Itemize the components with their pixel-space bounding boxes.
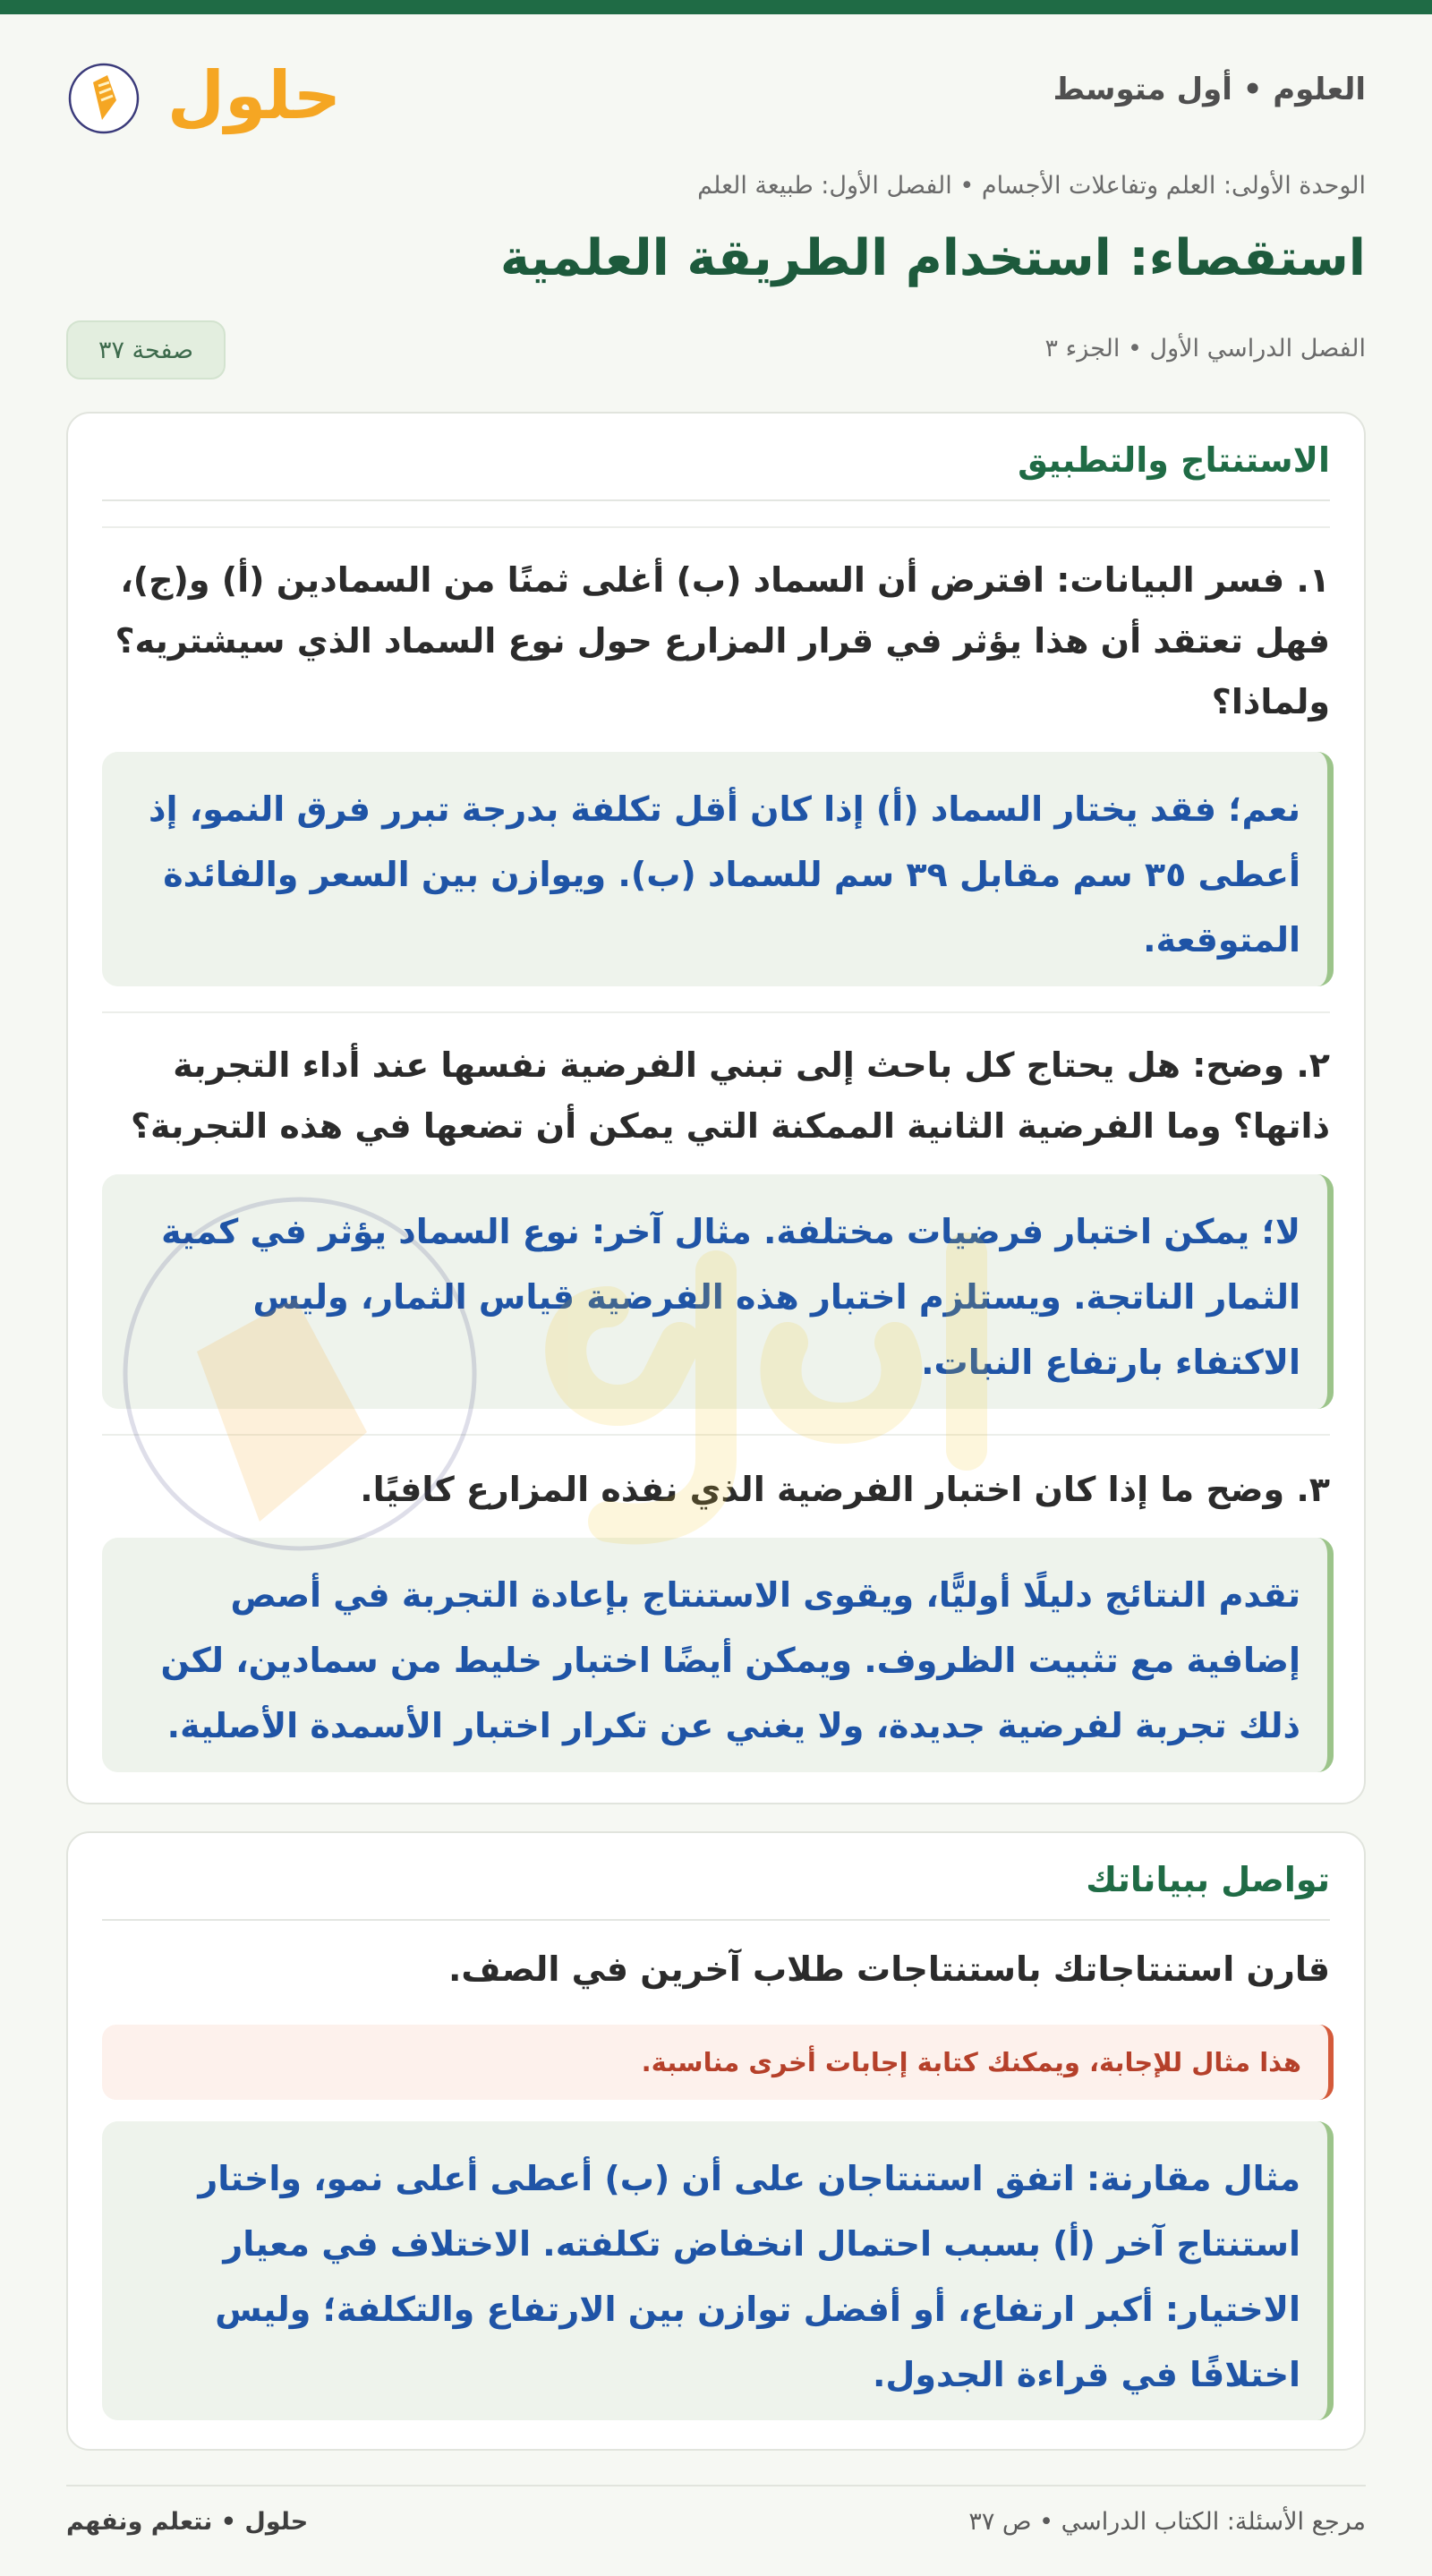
- hulul-logo: [66, 47, 342, 145]
- subject-label: العلوم • أول متوسط: [1053, 72, 1366, 107]
- section-title: الاستنتاج والتطبيق: [1018, 440, 1330, 480]
- page-title: استقصاء: استخدام الطريقة العلمية: [499, 229, 1366, 287]
- page-header: [66, 45, 1366, 152]
- item-divider: [102, 1011, 1330, 1013]
- breadcrumb: الوحدة الأولى: العلم وتفاعلات الأجسام • الفصل الأول: طبيعة العلم: [697, 172, 1366, 200]
- answer-2: لا؛ يمكن اختبار فرضيات مختلفة. مثال آخر: نوع السماد يؤثر في كمية الثمار الناتجة. ويستلزم اختبار هذه الفرضية قياس الثمار، وليس الاكتفاء بارتفاع النبات.: [102, 1174, 1334, 1409]
- question-3: ٣. وضح ما إذا كان اختبار الفرضية الذي نفذه المزارع كافيًا.: [360, 1470, 1330, 1509]
- conclusion-application-card: [66, 412, 1366, 1804]
- answer-3: تقدم النتائج دليلًا أوليًّا، ويقوى الاستنتاج بإعادة التجربة في أصص إضافية مع تثبيت الظروف. ويمكن أيضًا اختبار خليط من سمادين، لكن ذلك تجربة لفرضية جديدة، ولا يغني عن تكرار اختبار الأسمدة الأصلية.: [102, 1538, 1334, 1772]
- item-divider: [102, 526, 1330, 528]
- footer-divider: [66, 2485, 1366, 2486]
- compare-question: قارن استنتاجاتك باستنتاجات طلاب آخرين في الصف.: [448, 1949, 1330, 1989]
- top-accent-bar: [0, 0, 1432, 14]
- sample-answer-note: هذا مثال للإجابة، ويمكنك كتابة إجابات أخرى مناسبة.: [102, 2025, 1334, 2100]
- question-2: ٢. وضح: هل يحتاج كل باحث إلى تبني الفرضية نفسها عند أداء التجربة ذاتها؟ وما الفرضية الثانية الممكنة التي يمكن أن تضعها في هذه التجربة؟: [130, 1045, 1330, 1146]
- footer-brand: حلول • نتعلم ونفهم: [66, 2508, 309, 2536]
- title-divider: [102, 499, 1330, 501]
- logo-text: حلول: [166, 57, 342, 134]
- section-title: تواصل ببياناتك: [1086, 1860, 1330, 1899]
- communicate-data-card: [66, 1831, 1366, 2451]
- answer-1: نعم؛ فقد يختار السماد (أ) إذا كان أقل تكلفة بدرجة تبرر فرق النمو، إذ أعطى ٣٥ سم مقابل ٣٩ سم للسماد (ب). ويوازن بين السعر والفائدة المتوقعة.: [102, 752, 1334, 986]
- item-divider: [102, 1434, 1330, 1436]
- compare-answer: مثال مقارنة: اتفق استنتاجان على أن (ب) أعطى أعلى نمو، واختار استنتاج آخر (أ) بسبب احتمال انخفاض تكلفته. الاختلاف في معيار الاختيار: أكبر ارتفاع، أو أفضل توازن بين الارتفاع والتكلفة؛ وليس اختلافًا في قراءة الجدول.: [102, 2121, 1334, 2420]
- term-part-label: الفصل الدراسي الأول • الجزء ٣: [1044, 335, 1366, 363]
- title-divider: [102, 1919, 1330, 1921]
- footer-reference: مرجع الأسئلة: الكتاب الدراسي • ص ٣٧: [968, 2508, 1366, 2536]
- page-number-badge: صفحة ٣٧: [66, 320, 226, 380]
- question-1: ١. فسر البيانات: افترض أن السماد (ب) أغلى ثمنًا من السمادين (أ) و(ج)، فهل تعتقد أن هذا يؤثر في قرار المزارع حول نوع السماد الذي سيشتريه؟ ولماذا؟: [115, 560, 1330, 721]
